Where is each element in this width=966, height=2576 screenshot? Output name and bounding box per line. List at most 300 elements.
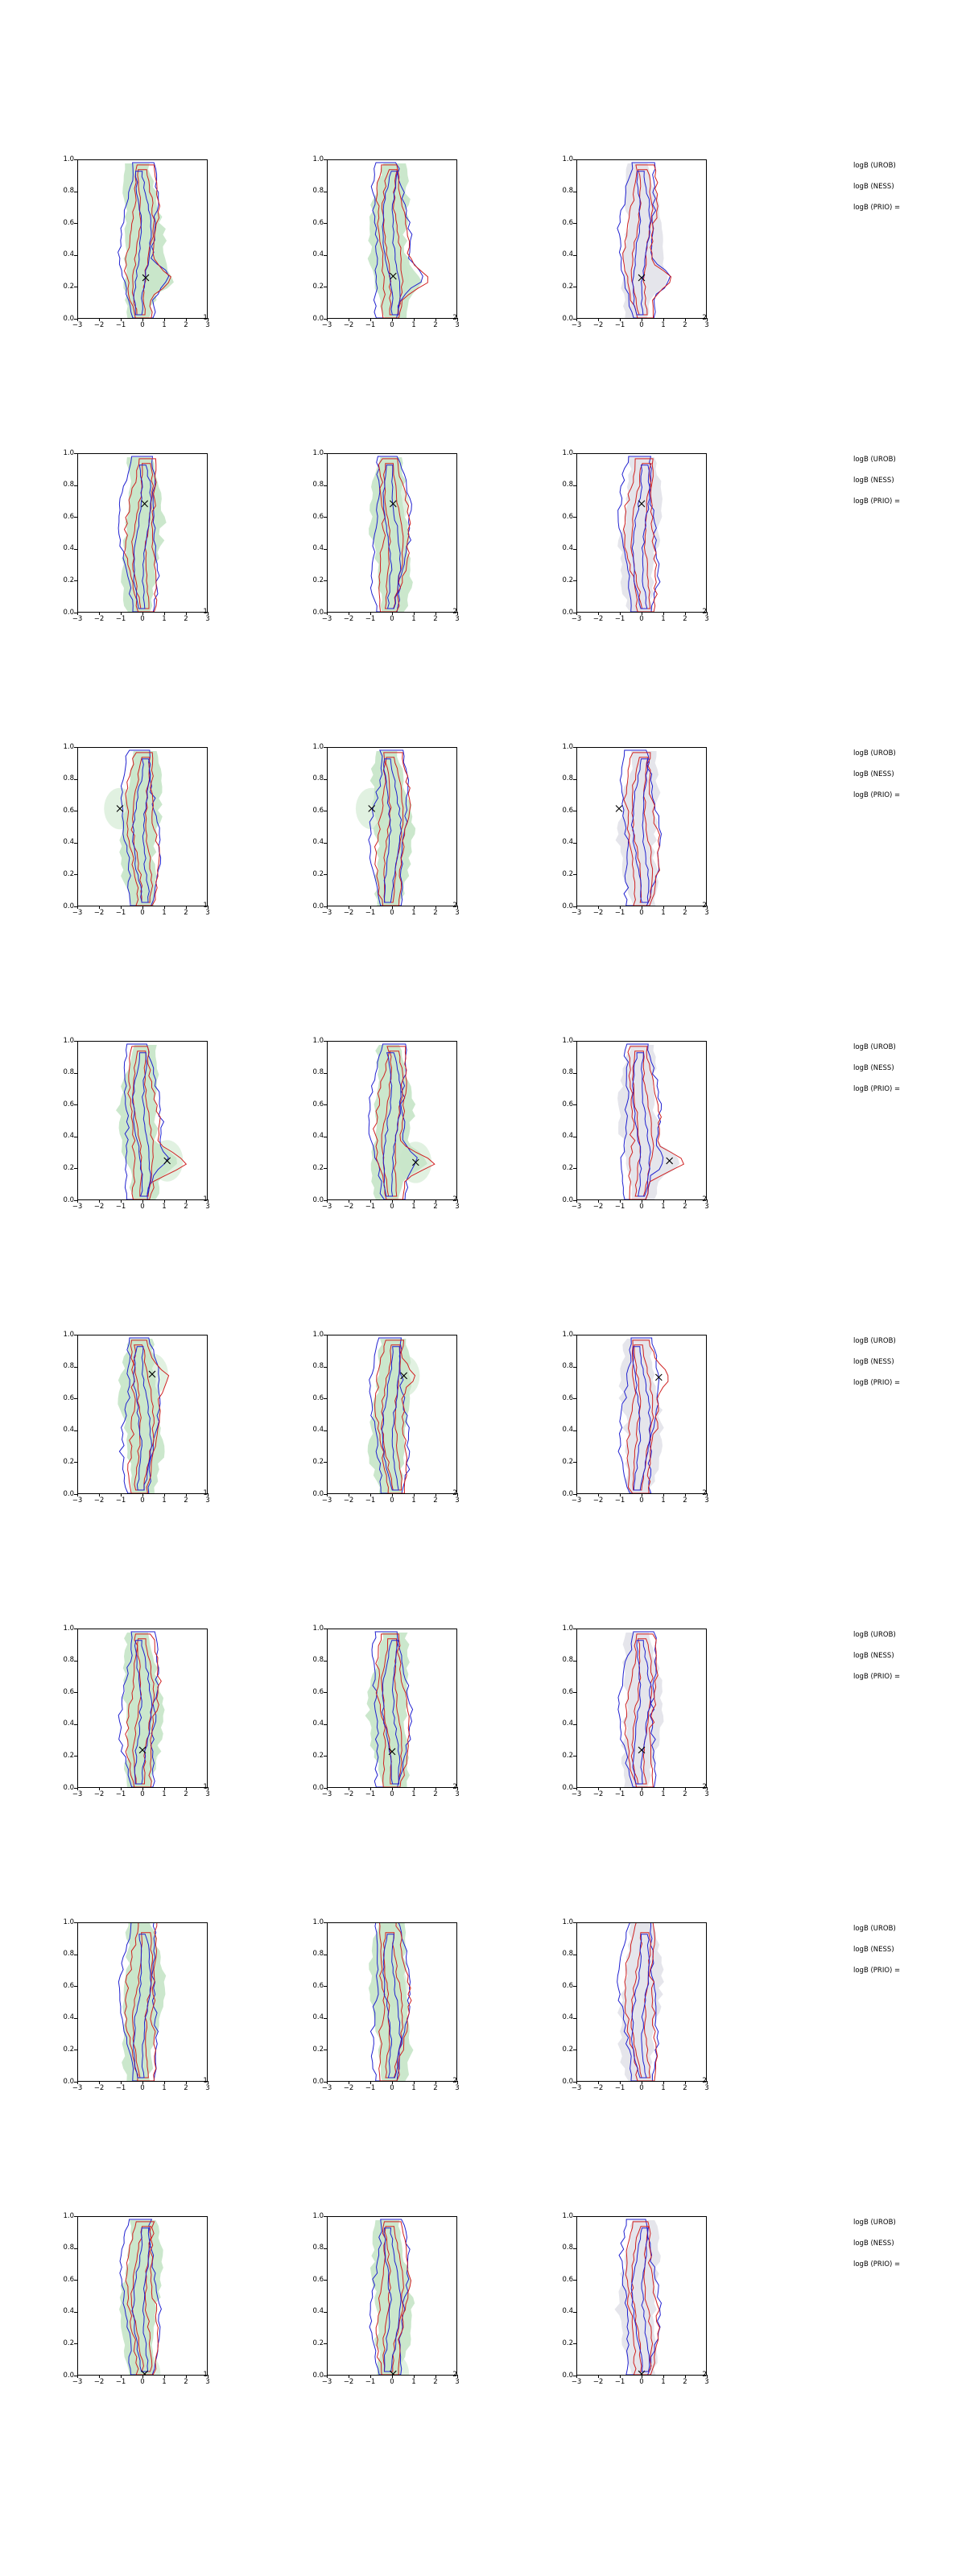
y-tick-label: 0.8 <box>63 2244 74 2252</box>
x-tick-label: −3 <box>571 321 582 329</box>
plot-area <box>576 1335 707 1494</box>
chart-panel-r3-c3 <box>531 733 716 934</box>
plot-area <box>327 453 457 613</box>
x-tick-label: 2 <box>683 1496 687 1505</box>
x-tick-label: −3 <box>72 1203 83 1211</box>
x-tick-label: 1 <box>162 1496 167 1505</box>
x-tick-label: 2 <box>433 1790 438 1798</box>
x-tick-label: −3 <box>72 2378 83 2386</box>
chart-panel-r8-c2 <box>282 2202 467 2403</box>
chart-panel-r4-c3 <box>531 1026 716 1228</box>
x-tick-mark <box>457 2375 458 2378</box>
x-tick-mark <box>457 906 458 909</box>
x-tick-label: −1 <box>614 1203 625 1211</box>
y-tick-label: 0.8 <box>63 187 74 196</box>
annotation-ness: logB (NESS) <box>853 1063 894 1072</box>
x-tick-label: −2 <box>592 1790 604 1798</box>
x-tick-label: 1 <box>162 1203 167 1211</box>
chart-panel-r8-c3 <box>531 2202 716 2403</box>
y-tick-label: 0.4 <box>312 1426 324 1435</box>
panel-number: 2 <box>702 2371 707 2379</box>
panel-number: 2 <box>702 1783 707 1791</box>
panel-number: 2 <box>452 1489 457 1497</box>
y-tick-label: 1.0 <box>562 742 573 751</box>
y-tick-label: 0.8 <box>63 1068 74 1077</box>
x-tick-label: 3 <box>455 321 460 329</box>
x-tick-label: −1 <box>614 2084 625 2092</box>
plot-area <box>327 159 457 319</box>
x-tick-label: −3 <box>321 2378 332 2386</box>
y-tick-label: 0.2 <box>63 1163 74 1172</box>
x-tick-label: −1 <box>614 615 625 623</box>
panel-number: 1 <box>203 1489 208 1497</box>
panel-number: 1 <box>203 2077 208 2085</box>
panel-number: 2 <box>702 1489 707 1497</box>
x-tick-label: 2 <box>184 2084 188 2092</box>
x-tick-label: −1 <box>614 2378 625 2386</box>
y-tick-label: 0.6 <box>312 512 324 521</box>
annotation-prio: logB (PRIO) = <box>853 1672 901 1681</box>
x-tick-label: −1 <box>115 615 126 623</box>
x-tick-label: 2 <box>433 2378 438 2386</box>
chart-panel-r3-c1 <box>32 733 217 934</box>
panel-row <box>0 1320 966 1521</box>
y-tick-label: 0.2 <box>312 2045 324 2054</box>
panel-number: 2 <box>702 902 707 910</box>
x-tick-label: 0 <box>639 2378 644 2386</box>
x-tick-label: 1 <box>411 2378 416 2386</box>
y-tick-label: 0.6 <box>63 1687 74 1696</box>
x-tick-label: 0 <box>639 2084 644 2092</box>
y-tick-label: 0.2 <box>562 1457 573 1466</box>
x-tick-label: −3 <box>321 909 332 917</box>
x-tick-mark <box>707 906 708 909</box>
y-tick-label: 0.4 <box>312 2013 324 2022</box>
x-tick-label: 3 <box>205 615 210 623</box>
plot-area <box>327 1629 457 1788</box>
y-tick-label: 0.4 <box>63 250 74 259</box>
y-tick-label: 0.0 <box>63 2077 74 2086</box>
panel-number: 2 <box>702 2077 707 2085</box>
y-tick-label: 0.2 <box>63 576 74 584</box>
x-tick-label: 2 <box>683 615 687 623</box>
panel-number: 1 <box>203 1195 208 1203</box>
y-tick-label: 0.2 <box>312 282 324 291</box>
y-tick-label: 0.4 <box>63 2013 74 2022</box>
chart-panel-r6-c3 <box>531 1614 716 1815</box>
chart-panel-r1-c1 <box>32 145 217 346</box>
x-tick-label: 1 <box>411 909 416 917</box>
x-tick-mark <box>457 1199 458 1203</box>
x-tick-mark <box>707 1199 708 1203</box>
y-tick-label: 0.6 <box>63 1981 74 1990</box>
row-annotations <box>853 1044 966 1107</box>
y-tick-label: 0.0 <box>63 902 74 910</box>
plot-area <box>77 1922 208 2082</box>
x-tick-label: −1 <box>365 2378 376 2386</box>
panel-number: 2 <box>452 1783 457 1791</box>
panel-number: 2 <box>452 1195 457 1203</box>
panel-number: 1 <box>203 314 208 322</box>
x-tick-label: 2 <box>184 1203 188 1211</box>
annotation-urob: logB (UROB) <box>853 1043 896 1051</box>
annotation-prio: logB (PRIO) = <box>853 2260 901 2268</box>
x-tick-label: 3 <box>704 1203 709 1211</box>
x-tick-label: 3 <box>704 909 709 917</box>
annotation-prio: logB (PRIO) = <box>853 1084 901 1093</box>
y-tick-label: 0.6 <box>63 1393 74 1402</box>
x-tick-label: 3 <box>205 909 210 917</box>
x-tick-label: 1 <box>411 1203 416 1211</box>
y-tick-label: 0.8 <box>63 774 74 783</box>
y-tick-label: 0.8 <box>312 481 324 489</box>
y-tick-label: 0.2 <box>63 282 74 291</box>
x-tick-label: −1 <box>614 1790 625 1798</box>
x-tick-label: 0 <box>639 321 644 329</box>
y-tick-label: 0.0 <box>312 1783 324 1792</box>
x-tick-label: −1 <box>614 909 625 917</box>
x-tick-label: −2 <box>93 321 105 329</box>
plot-area <box>77 159 208 319</box>
x-tick-label: −2 <box>592 1203 604 1211</box>
y-tick-label: 1.0 <box>562 448 573 457</box>
y-tick-label: 1.0 <box>312 1918 324 1926</box>
panel-number: 1 <box>203 1783 208 1791</box>
annotation-urob: logB (UROB) <box>853 749 896 758</box>
annotation-urob: logB (UROB) <box>853 162 896 170</box>
x-tick-label: 0 <box>140 615 145 623</box>
x-tick-label: 0 <box>390 2084 394 2092</box>
y-tick-label: 0.2 <box>63 2045 74 2054</box>
y-tick-label: 0.4 <box>63 1426 74 1435</box>
y-tick-label: 1.0 <box>63 1330 74 1339</box>
x-tick-mark <box>707 318 708 321</box>
x-tick-label: −2 <box>93 1203 105 1211</box>
y-tick-label: 0.2 <box>562 2339 573 2347</box>
x-tick-label: 3 <box>205 1790 210 1798</box>
y-tick-label: 0.0 <box>63 2371 74 2380</box>
panel-row <box>0 1614 966 1815</box>
y-tick-label: 0.4 <box>562 544 573 553</box>
x-tick-label: −1 <box>614 321 625 329</box>
x-tick-label: −2 <box>592 615 604 623</box>
panel-row <box>0 2202 966 2403</box>
plot-area <box>576 1922 707 2082</box>
annotation-prio: logB (PRIO) = <box>853 497 901 506</box>
chart-panel-r7-c3 <box>531 1908 716 2109</box>
y-tick-label: 0.0 <box>312 2077 324 2086</box>
annotation-urob: logB (UROB) <box>853 1631 896 1639</box>
x-tick-label: −1 <box>115 1496 126 1505</box>
x-tick-label: 3 <box>455 615 460 623</box>
x-tick-label: −2 <box>343 1790 354 1798</box>
y-tick-label: 0.2 <box>312 1457 324 1466</box>
chart-panel-r8-c1 <box>32 2202 217 2403</box>
chart-panel-r2-c3 <box>531 439 716 640</box>
panel-row <box>0 1908 966 2109</box>
y-tick-label: 0.8 <box>312 1068 324 1077</box>
y-tick-label: 0.4 <box>63 838 74 847</box>
panel-number: 2 <box>452 902 457 910</box>
x-tick-label: 3 <box>704 615 709 623</box>
x-tick-label: 1 <box>661 909 666 917</box>
y-tick-label: 0.0 <box>312 608 324 617</box>
x-tick-label: 1 <box>411 2084 416 2092</box>
x-tick-mark <box>457 318 458 321</box>
chart-panel-r5-c3 <box>531 1320 716 1521</box>
y-tick-label: 0.0 <box>63 608 74 617</box>
plot-area <box>77 1335 208 1494</box>
x-tick-label: −1 <box>115 2378 126 2386</box>
panel-number: 1 <box>203 2371 208 2379</box>
x-tick-label: −2 <box>93 1496 105 1505</box>
x-tick-label: −2 <box>592 321 604 329</box>
x-tick-mark <box>707 2081 708 2084</box>
annotation-prio: logB (PRIO) = <box>853 1378 901 1387</box>
annotation-ness: logB (NESS) <box>853 182 894 191</box>
chart-panel-r1-c2 <box>282 145 467 346</box>
y-tick-label: 0.0 <box>562 314 573 323</box>
y-tick-label: 1.0 <box>63 1918 74 1926</box>
x-tick-label: 3 <box>455 909 460 917</box>
x-tick-label: 1 <box>162 2084 167 2092</box>
x-tick-label: 0 <box>390 1203 394 1211</box>
x-tick-label: 1 <box>162 615 167 623</box>
y-tick-label: 0.4 <box>562 2307 573 2316</box>
y-tick-label: 1.0 <box>312 1330 324 1339</box>
y-tick-label: 1.0 <box>63 155 74 163</box>
x-tick-label: 2 <box>433 615 438 623</box>
x-tick-label: −3 <box>321 615 332 623</box>
y-tick-label: 0.4 <box>562 2013 573 2022</box>
x-tick-label: 2 <box>433 909 438 917</box>
y-tick-label: 0.4 <box>562 1719 573 1728</box>
y-tick-label: 1.0 <box>562 155 573 163</box>
annotation-ness: logB (NESS) <box>853 1945 894 1954</box>
y-tick-label: 1.0 <box>63 2211 74 2220</box>
x-tick-label: −3 <box>321 1203 332 1211</box>
y-tick-label: 0.8 <box>562 2244 573 2252</box>
x-tick-label: 0 <box>140 909 145 917</box>
x-tick-label: 0 <box>140 1496 145 1505</box>
y-tick-label: 0.8 <box>562 1362 573 1371</box>
x-tick-label: −2 <box>93 2084 105 2092</box>
plot-area <box>576 747 707 906</box>
panel-number: 2 <box>452 608 457 616</box>
x-tick-label: −3 <box>571 909 582 917</box>
chart-panel-r2-c1 <box>32 439 217 640</box>
y-tick-label: 0.4 <box>562 250 573 259</box>
y-tick-label: 0.6 <box>562 2275 573 2284</box>
x-tick-label: 3 <box>455 2084 460 2092</box>
x-tick-label: 1 <box>661 1496 666 1505</box>
y-tick-label: 0.0 <box>562 2371 573 2380</box>
y-tick-label: 0.2 <box>562 1163 573 1172</box>
x-tick-label: 0 <box>390 1790 394 1798</box>
panel-row <box>0 733 966 934</box>
x-tick-mark <box>707 2375 708 2378</box>
x-tick-label: −1 <box>115 2084 126 2092</box>
y-tick-label: 0.0 <box>562 608 573 617</box>
plot-area <box>77 1629 208 1788</box>
x-tick-label: 3 <box>205 1496 210 1505</box>
x-tick-label: 1 <box>411 1790 416 1798</box>
y-tick-label: 0.4 <box>562 838 573 847</box>
y-tick-label: 0.0 <box>562 2077 573 2086</box>
x-tick-label: −3 <box>321 1790 332 1798</box>
y-tick-label: 0.4 <box>63 2307 74 2316</box>
y-tick-label: 0.6 <box>562 1687 573 1696</box>
x-tick-label: −3 <box>72 1790 83 1798</box>
y-tick-label: 0.2 <box>312 1163 324 1172</box>
x-tick-label: −3 <box>72 909 83 917</box>
plot-area <box>77 2216 208 2376</box>
x-tick-label: 2 <box>433 321 438 329</box>
x-tick-label: 1 <box>411 1496 416 1505</box>
y-tick-label: 0.8 <box>562 1068 573 1077</box>
plot-area <box>576 453 707 613</box>
x-tick-label: 2 <box>184 1496 188 1505</box>
x-tick-label: 0 <box>639 909 644 917</box>
row-annotations <box>853 1926 966 1988</box>
y-tick-label: 1.0 <box>63 742 74 751</box>
x-tick-label: −1 <box>365 1496 376 1505</box>
x-tick-label: 2 <box>683 909 687 917</box>
plot-area <box>77 747 208 906</box>
x-tick-label: −1 <box>365 2084 376 2092</box>
x-tick-label: 1 <box>661 615 666 623</box>
y-tick-label: 0.0 <box>312 2371 324 2380</box>
plot-area <box>327 1922 457 2082</box>
panel-number: 2 <box>452 2371 457 2379</box>
x-tick-label: 1 <box>661 1203 666 1211</box>
x-tick-label: 0 <box>639 1496 644 1505</box>
x-tick-label: 0 <box>390 2378 394 2386</box>
chart-panel-r3-c2 <box>282 733 467 934</box>
chart-panel-r1-c3 <box>531 145 716 346</box>
y-tick-label: 0.6 <box>63 806 74 815</box>
y-tick-label: 0.8 <box>312 187 324 196</box>
chart-panel-r7-c1 <box>32 1908 217 2109</box>
x-tick-label: 2 <box>184 615 188 623</box>
x-tick-mark <box>707 612 708 615</box>
x-tick-label: 1 <box>411 615 416 623</box>
y-tick-label: 0.0 <box>312 1195 324 1204</box>
x-tick-label: 3 <box>704 2084 709 2092</box>
plot-area <box>77 1041 208 1200</box>
x-tick-label: 2 <box>184 1790 188 1798</box>
y-tick-label: 0.0 <box>562 1489 573 1498</box>
y-tick-label: 0.2 <box>562 282 573 291</box>
y-tick-label: 0.8 <box>562 1950 573 1959</box>
y-tick-label: 0.2 <box>312 1751 324 1760</box>
y-tick-label: 1.0 <box>312 155 324 163</box>
y-tick-label: 0.4 <box>312 250 324 259</box>
x-tick-mark <box>707 1787 708 1790</box>
x-tick-label: 2 <box>184 909 188 917</box>
y-tick-label: 0.2 <box>312 869 324 878</box>
annotation-urob: logB (UROB) <box>853 456 896 464</box>
y-tick-label: 1.0 <box>562 1036 573 1045</box>
plot-area <box>327 1041 457 1200</box>
y-tick-label: 0.4 <box>312 838 324 847</box>
y-tick-label: 0.0 <box>63 1783 74 1792</box>
panel-number: 2 <box>702 314 707 322</box>
y-tick-label: 0.2 <box>562 2045 573 2054</box>
x-tick-label: −1 <box>365 615 376 623</box>
y-tick-label: 0.6 <box>63 2275 74 2284</box>
x-tick-label: −2 <box>93 909 105 917</box>
y-tick-label: 0.8 <box>63 1950 74 1959</box>
y-tick-label: 0.2 <box>63 869 74 878</box>
y-tick-label: 0.6 <box>312 1687 324 1696</box>
x-tick-label: 1 <box>162 2378 167 2386</box>
annotation-ness: logB (NESS) <box>853 2239 894 2248</box>
x-tick-label: 3 <box>455 1203 460 1211</box>
x-tick-label: −2 <box>343 2084 354 2092</box>
y-tick-label: 1.0 <box>63 448 74 457</box>
x-tick-label: 3 <box>455 1496 460 1505</box>
y-tick-label: 0.6 <box>562 1100 573 1108</box>
annotation-prio: logB (PRIO) = <box>853 1966 901 1975</box>
plot-area <box>327 2216 457 2376</box>
panel-number: 2 <box>452 2077 457 2085</box>
x-tick-label: 0 <box>390 1496 394 1505</box>
panel-row <box>0 439 966 640</box>
x-tick-label: 2 <box>433 1203 438 1211</box>
x-tick-label: −2 <box>343 909 354 917</box>
annotation-prio: logB (PRIO) = <box>853 203 901 212</box>
y-tick-label: 0.8 <box>312 1656 324 1665</box>
x-tick-mark <box>457 612 458 615</box>
x-tick-label: 2 <box>433 2084 438 2092</box>
x-tick-label: 0 <box>390 909 394 917</box>
x-tick-label: 3 <box>205 2378 210 2386</box>
x-tick-label: −3 <box>571 1203 582 1211</box>
annotation-ness: logB (NESS) <box>853 1651 894 1660</box>
x-tick-label: −2 <box>343 615 354 623</box>
y-tick-label: 0.6 <box>562 806 573 815</box>
x-tick-label: 3 <box>455 2378 460 2386</box>
y-tick-label: 0.0 <box>312 314 324 323</box>
x-tick-label: −1 <box>365 909 376 917</box>
panel-number: 2 <box>702 1195 707 1203</box>
y-tick-label: 0.6 <box>312 218 324 227</box>
y-tick-label: 1.0 <box>63 1624 74 1633</box>
x-tick-label: −2 <box>343 321 354 329</box>
x-tick-label: −3 <box>72 2084 83 2092</box>
panel-number: 2 <box>452 314 457 322</box>
x-tick-label: 0 <box>639 615 644 623</box>
y-tick-label: 0.8 <box>562 187 573 196</box>
x-tick-label: −2 <box>93 615 105 623</box>
x-tick-label: −1 <box>365 1790 376 1798</box>
panel-row <box>0 1026 966 1228</box>
annotation-ness: logB (NESS) <box>853 476 894 485</box>
y-tick-label: 0.0 <box>63 1195 74 1204</box>
x-tick-label: −2 <box>592 2084 604 2092</box>
y-tick-label: 0.8 <box>312 774 324 783</box>
y-tick-label: 0.4 <box>312 544 324 553</box>
y-tick-label: 0.6 <box>312 1393 324 1402</box>
x-tick-label: 2 <box>683 2378 687 2386</box>
x-tick-label: 3 <box>704 1790 709 1798</box>
plot-area <box>576 2216 707 2376</box>
panel-number: 1 <box>203 608 208 616</box>
y-tick-label: 0.8 <box>63 1656 74 1665</box>
x-tick-label: 2 <box>184 321 188 329</box>
x-tick-label: −3 <box>571 615 582 623</box>
